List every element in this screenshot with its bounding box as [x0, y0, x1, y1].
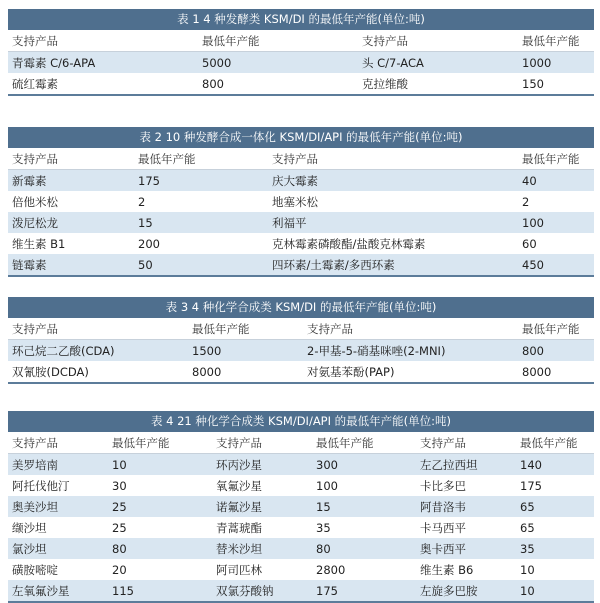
table-cell: 30 [112, 478, 127, 493]
table-caption: 表 4 21 种化学合成类 KSM/DI/API 的最低年产能(单位:吨) [8, 411, 594, 432]
table-cell: 175 [138, 173, 160, 188]
table-cell: 诺氟沙星 [216, 499, 262, 514]
table-cell: 链霉素 [12, 257, 47, 272]
table-caption: 表 3 4 种化学合成类 KSM/DI 的最低年产能(单位:吨) [8, 297, 594, 318]
table-row [8, 496, 594, 517]
table-cell: 磺胺嘧啶 [12, 562, 58, 577]
column-header: 支持产品 [12, 33, 58, 48]
header-row [8, 30, 594, 52]
table-row [8, 212, 594, 233]
data-table [8, 30, 594, 96]
table-cell: 2 [522, 194, 530, 209]
table-row [8, 559, 594, 580]
table-cell: 200 [138, 236, 160, 251]
table-cell: 175 [520, 478, 542, 493]
column-header: 最低年产能 [138, 151, 196, 166]
table-cell: 2 [138, 194, 146, 209]
table-cell: 800 [202, 76, 224, 91]
column-header: 支持产品 [420, 435, 466, 450]
table-cell: 环己烷二乙酸(CDA) [12, 343, 115, 358]
table-cell: 维生素 B6 [420, 562, 474, 577]
table-cell: 2800 [316, 562, 346, 577]
table-row [8, 254, 594, 276]
column-header: 最低年产能 [522, 33, 580, 48]
header-row [8, 318, 594, 340]
table-cell: 10 [112, 457, 127, 472]
column-header: 最低年产能 [192, 321, 250, 336]
table-cell: 泼尼松龙 [12, 215, 58, 230]
table-cell: 2-甲基-5-硝基咪唑(2-MNI) [307, 343, 446, 358]
table-cell: 阿司匹林 [216, 562, 262, 577]
table-row [8, 73, 594, 95]
table-cell: 青霉素 C/6-APA [12, 55, 96, 70]
table-3 [8, 297, 594, 384]
column-header: 支持产品 [362, 33, 408, 48]
data-table [8, 318, 594, 384]
table-cell: 15 [316, 499, 331, 514]
table-cell: 氯沙坦 [12, 541, 47, 556]
table-cell: 庆大霉素 [272, 173, 318, 188]
table-cell: 20 [112, 562, 127, 577]
table-cell: 氧氟沙星 [216, 478, 262, 493]
table-cell: 80 [112, 541, 127, 556]
table-cell: 150 [522, 76, 544, 91]
table-caption: 表 2 10 种发酵合成一体化 KSM/DI/API 的最低年产能(单位:吨) [8, 127, 594, 148]
data-table [8, 148, 594, 277]
table-cell: 35 [520, 541, 535, 556]
table-cell: 140 [520, 457, 542, 472]
table-cell: 替米沙坦 [216, 541, 262, 556]
table-cell: 40 [522, 173, 537, 188]
column-header: 最低年产能 [112, 435, 170, 450]
table-2 [8, 127, 594, 277]
table-caption: 表 1 4 种发酵类 KSM/DI 的最低年产能(单位:吨) [8, 9, 594, 30]
table-row [8, 191, 594, 212]
table-cell: 四环素/土霉素/多西环素 [272, 257, 395, 272]
table-cell: 奥卡西平 [420, 541, 466, 556]
table-cell: 美罗培南 [12, 457, 58, 472]
table-cell: 地塞米松 [272, 194, 318, 209]
table-cell: 奥美沙坦 [12, 499, 58, 514]
table-cell: 800 [522, 343, 544, 358]
table-cell: 100 [522, 215, 544, 230]
table-cell: 对氨基苯酚(PAP) [307, 364, 395, 379]
table-1 [8, 9, 594, 96]
column-header: 支持产品 [12, 151, 58, 166]
table-row [8, 340, 594, 362]
table-cell: 倍他米松 [12, 194, 58, 209]
table-row [8, 580, 594, 602]
table-cell: 青蒿琥酯 [216, 520, 262, 535]
table-row [8, 454, 594, 476]
table-row [8, 233, 594, 254]
table-cell: 10 [520, 583, 535, 598]
table-cell: 左乙拉西坦 [420, 457, 478, 472]
table-cell: 8000 [522, 364, 552, 379]
data-table [8, 432, 594, 603]
table-cell: 5000 [202, 55, 232, 70]
table-row [8, 475, 594, 496]
table-cell: 环丙沙星 [216, 457, 262, 472]
column-header: 最低年产能 [520, 435, 578, 450]
table-cell: 左旋多巴胺 [420, 583, 478, 598]
table-cell: 300 [316, 457, 338, 472]
column-header: 支持产品 [307, 321, 353, 336]
table-cell: 450 [522, 257, 544, 272]
column-header: 支持产品 [12, 435, 58, 450]
column-header: 最低年产能 [522, 321, 580, 336]
table-cell: 1000 [522, 55, 552, 70]
table-cell: 克拉维酸 [362, 76, 408, 91]
table-cell: 115 [112, 583, 134, 598]
table-cell: 10 [520, 562, 535, 577]
column-header: 支持产品 [12, 321, 58, 336]
table-cell: 维生素 B1 [12, 236, 66, 251]
table-cell: 阿托伐他汀 [12, 478, 70, 493]
table-row [8, 361, 594, 383]
table-cell: 65 [520, 520, 535, 535]
table-cell: 60 [522, 236, 537, 251]
table-cell: 双氰胺(DCDA) [12, 364, 89, 379]
table-cell: 15 [138, 215, 153, 230]
column-header: 最低年产能 [316, 435, 374, 450]
table-cell: 新霉素 [12, 173, 47, 188]
column-header: 支持产品 [216, 435, 262, 450]
table-cell: 双氯芬酸钠 [216, 583, 274, 598]
table-row [8, 517, 594, 538]
table-cell: 左氧氟沙星 [12, 583, 70, 598]
table-cell: 卡比多巴 [420, 478, 466, 493]
table-row [8, 170, 594, 192]
table-cell: 25 [112, 520, 127, 535]
column-header: 最低年产能 [202, 33, 260, 48]
table-row [8, 52, 594, 74]
table-cell: 克林霉素磷酸酯/盐酸克林霉素 [272, 236, 426, 251]
table-cell: 25 [112, 499, 127, 514]
table-cell: 50 [138, 257, 153, 272]
table-row [8, 538, 594, 559]
header-row [8, 148, 594, 170]
table-cell: 35 [316, 520, 331, 535]
header-row [8, 432, 594, 454]
table-cell: 100 [316, 478, 338, 493]
table-4 [8, 411, 594, 603]
table-cell: 卡马西平 [420, 520, 466, 535]
table-cell: 硫红霉素 [12, 76, 58, 91]
column-header: 最低年产能 [522, 151, 580, 166]
table-cell: 阿昔洛韦 [420, 499, 466, 514]
table-cell: 利福平 [272, 215, 307, 230]
table-cell: 65 [520, 499, 535, 514]
table-cell: 80 [316, 541, 331, 556]
table-cell: 1500 [192, 343, 222, 358]
column-header: 支持产品 [272, 151, 318, 166]
table-cell: 头 C/7-ACA [362, 55, 424, 70]
table-cell: 缬沙坦 [12, 520, 47, 535]
table-cell: 175 [316, 583, 338, 598]
table-cell: 8000 [192, 364, 222, 379]
